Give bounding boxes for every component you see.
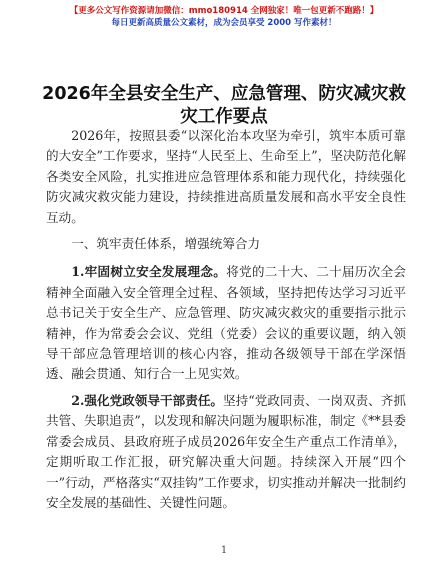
section-heading (46, 234, 406, 254)
document-body (46, 126, 406, 519)
section-heading-text: 一、筑牢责任体系，增强统筹合力 (71, 236, 261, 252)
item-paragraph-1 (46, 262, 406, 384)
document-title: 2026年全县安全生产、应急管理、防灾减灾救灾工作要点 (42, 84, 406, 127)
item-text-1: 将党的二十大、二十届历次全会精神全面融入安全管理全过程、各领域，坚持把传达学习习近平总书记关于安全生产、应急管理、防灾减灾救灾的重要指示批示精神，作为常委会会议、党组（党委）会议的重要议题，纳入领导干部应急管理培训的核心内容，推动各级领导干部在学深悟透、融会贯通、知行合一上见实效。 (46, 264, 406, 382)
item-paragraph-2 (46, 391, 406, 513)
promo-banner (0, 5, 448, 30)
item-lead-2: 2.强化党政领导干部责任。 (71, 392, 224, 408)
intro-text: 2026年，按照县委“以深化治本攻坚为牵引，筑牢本质可靠的大安全”工作要求，坚持“人民至上、生命至上”，坚决防范化解各类安全风险，扎实推进应急管理体系和能力现代化，持续强化防灾减灾救灾能力建设，持续推进高质量发展和高水平安全良性互动。 (46, 128, 406, 225)
page-number: 1 (220, 545, 228, 556)
item-text-2: 坚持“党政同责、一岗双责、齐抓共管、失职追责”，以发现和解决问题为履职标准，制定《**县委常委会成员、县政府班子成员2026年安全生产重点工作清单》，定期听取工作汇报，研究解决重大问题。持续深入开展“四个一”行动，严格落实“双挂钩”工作要求，切实推动并解决一批制约安全发展的基础性、关键性问题。 (46, 392, 406, 510)
promo-banner-line-2: 每日更新高质量公文素材，成为会员享受 2000 写作素材！ (111, 18, 337, 28)
intro-paragraph (46, 126, 406, 228)
item-lead-1: 1.牢固树立安全发展理念。 (71, 264, 227, 280)
promo-banner-line-1: 【更多公文写作资源请加微信：mmo180914 全网独家！唯一包更新不跑路！】 (69, 6, 379, 16)
